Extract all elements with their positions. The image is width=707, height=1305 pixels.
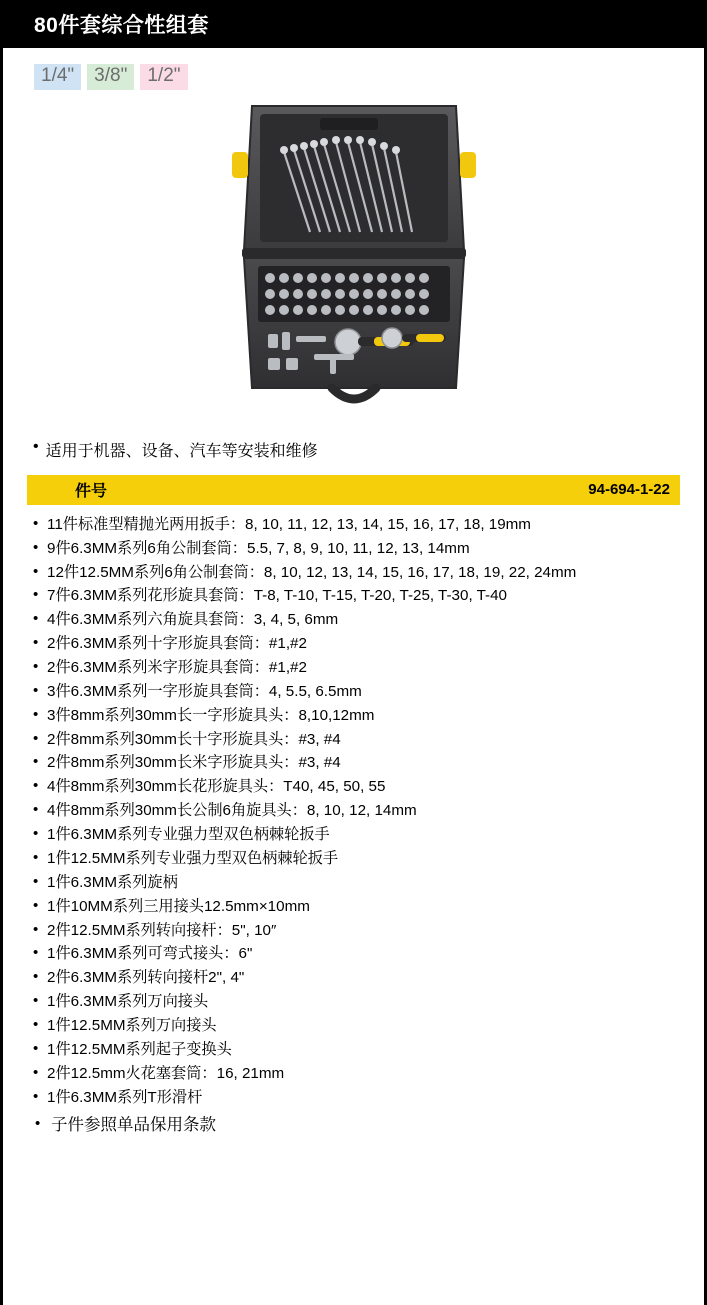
- list-item: • 2件12.5mm火花塞套筒：16, 21mm: [33, 1062, 694, 1086]
- list-item: • 2件8mm系列30mm长米字形旋具头：#3, #4: [33, 751, 694, 775]
- spec-list: [3, 513, 704, 1139]
- list-item: • 2件6.3MM系列米字形旋具套筒：#1,#2: [33, 656, 694, 680]
- list-item: • 4件8mm系列30mm长公制6角旋具头：8, 10, 12, 14mm: [33, 799, 694, 823]
- list-item: • 12件12.5MM系列6角公制套筒：8, 10, 12, 13, 14, 15, 16, 17, 18, 19, 22, 24mm: [33, 561, 694, 585]
- list-item: • 1件6.3MM系列可弯式接头：6": [33, 942, 694, 966]
- list-item: • 2件12.5MM系列转向接杆：5", 10″: [33, 919, 694, 943]
- list-item: • 2件6.3MM系列转向接杆2", 4": [33, 966, 694, 990]
- list-item: • 9件6.3MM系列6角公制套筒：5.5, 7, 8, 9, 10, 11, 12, 13, 14mm: [33, 537, 694, 561]
- list-item: • 4件8mm系列30mm长花形旋具头：T40, 45, 50, 55: [33, 775, 694, 799]
- list-item: • 3件6.3MM系列一字形旋具套筒：4, 5.5, 6.5mm: [33, 680, 694, 704]
- badge-half-inch: 1/2": [140, 64, 187, 90]
- part-number-value: 94-694-1-22: [588, 481, 670, 499]
- list-item: • 1件12.5MM系列起子变换头: [33, 1038, 694, 1062]
- part-number-label: 件号: [75, 483, 108, 501]
- list-item: • 1件12.5MM系列专业强力型双色柄棘轮扳手: [33, 847, 694, 871]
- list-item: • 2件6.3MM系列十字形旋具套筒：#1,#2: [33, 632, 694, 656]
- bullet-icon: •: [33, 437, 39, 455]
- page-title: [3, 0, 704, 48]
- list-item: • 2件8mm系列30mm长十字形旋具头：#3, #4: [33, 728, 694, 752]
- list-item: • 1件12.5MM系列万向接头: [33, 1014, 694, 1038]
- list-item: • 4件6.3MM系列六角旋具套筒：3, 4, 5, 6mm: [33, 608, 694, 632]
- list-item: • 1件6.3MM系列万向接头: [33, 990, 694, 1014]
- page-title-text: 80件套综合性组套: [34, 14, 209, 37]
- list-item: • 1件10MM系列三用接头12.5mm×10mm: [33, 895, 694, 919]
- list-item: • 11件标准型精抛光两用扳手：8, 10, 11, 12, 13, 14, 15, 16, 17, 18, 19mm: [33, 513, 694, 537]
- footnote: • 子件参照单品保用条款: [33, 1109, 694, 1139]
- toolbox-illustration: [224, 92, 484, 422]
- part-number-bar: [27, 475, 680, 505]
- list-item: • 1件6.3MM系列T形滑杆: [33, 1086, 694, 1110]
- list-item: • 7件6.3MM系列花形旋具套筒：T-8, T-10, T-15, T-20, T-25, T-30, T-40: [33, 584, 694, 608]
- list-item: • 3件8mm系列30mm长一字形旋具头：8,10,12mm: [33, 704, 694, 728]
- list-item: • 1件6.3MM系列专业强力型双色柄棘轮扳手: [33, 823, 694, 847]
- badge-quarter-inch: 1/4": [34, 64, 81, 90]
- badge-three-eighth-inch: 3/8": [87, 64, 134, 90]
- feature-statement: [3, 422, 704, 461]
- feature-text: 适用于机器、设备、汽车等安装和维修: [45, 442, 318, 460]
- product-image: [224, 92, 484, 422]
- size-badge-group: [3, 48, 704, 90]
- list-item: • 1件6.3MM系列旋柄: [33, 871, 694, 895]
